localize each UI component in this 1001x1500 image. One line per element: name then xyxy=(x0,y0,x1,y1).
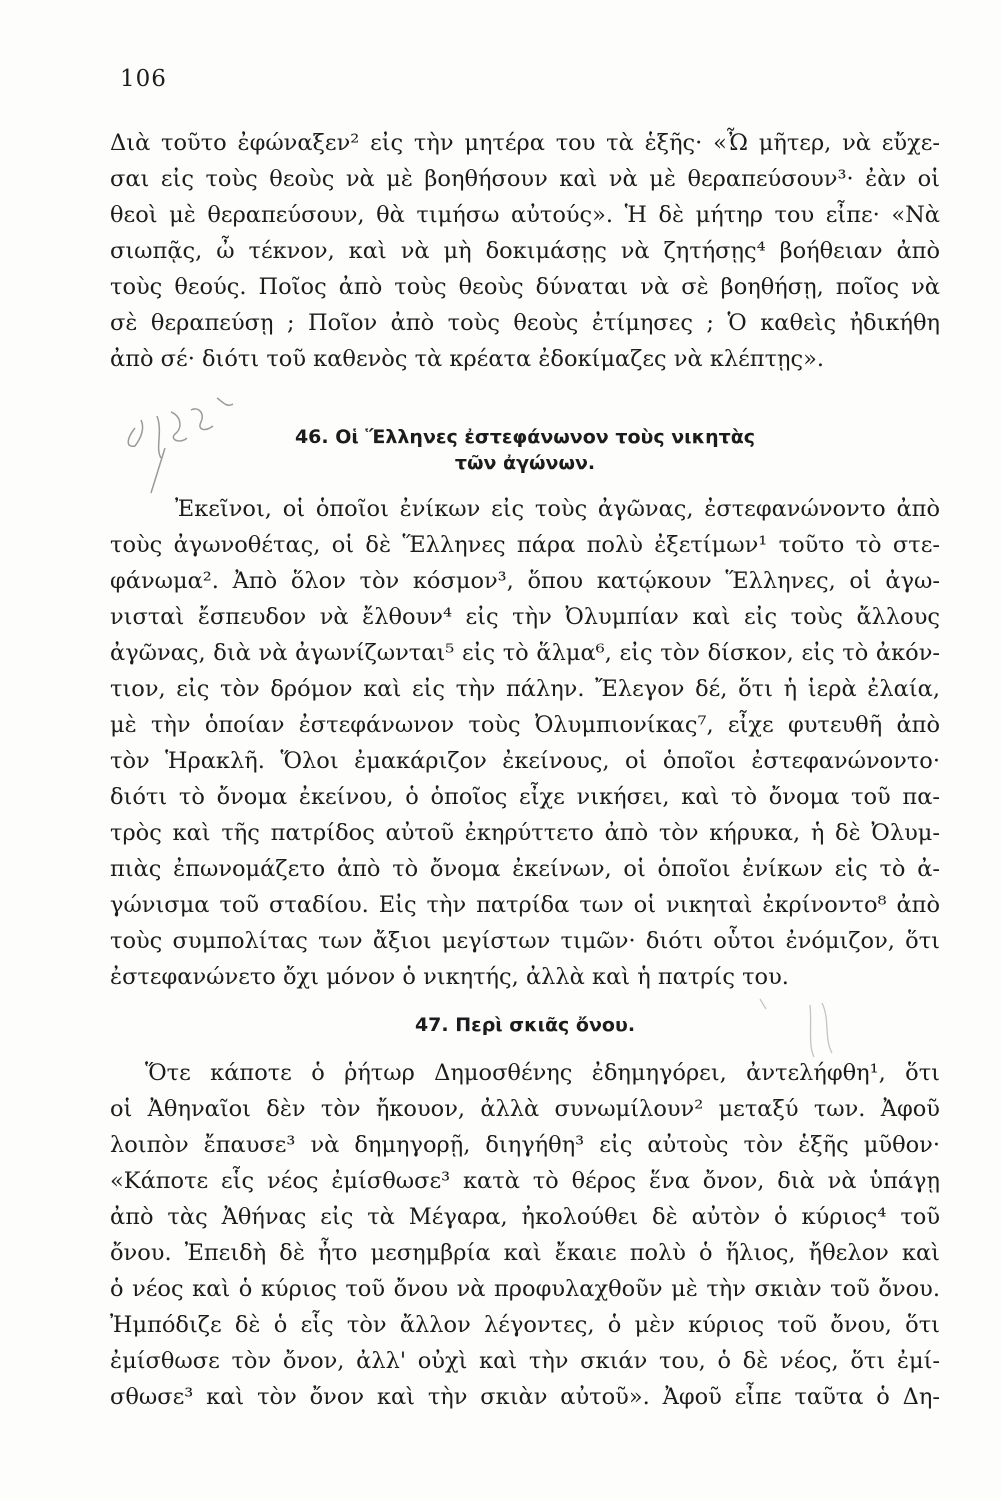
text-line: οἱ Ἀθηναῖοι δὲν τὸν ἤκουον, ἀλλὰ συνωμίλουν² μεταξύ των. Ἀφοῦ xyxy=(110,1096,940,1122)
text-line: σθωσε³ καὶ τὸν ὄνον καὶ τὴν σκιὰν αὐτοῦ». Ἀφοῦ εἶπε ταῦτα ὁ Δη- xyxy=(110,1384,940,1410)
text-line: σιωπᾷς, ὦ τέκνον, καὶ νὰ μὴ δοκιμάσῃς νὰ ζητήσῃς⁴ βοήθειαν ἀπὸ xyxy=(110,238,940,264)
text-line: διότι τὸ ὄνομα ἐκείνου, ὁ ὁποῖος εἶχε νικήσει, καὶ τὸ ὄνομα τοῦ πα- xyxy=(110,784,940,810)
text-line: ἐστεφανώνετο ὄχι μόνον ὁ νικητής, ἀλλὰ καὶ ἡ πατρίς του. xyxy=(110,964,789,990)
text-line: Ὅτε κάποτε ὁ ῥήτωρ Δημοσθένης ἐδημηγόρει, ἀντελήφθη¹, ὅτι xyxy=(145,1060,940,1086)
text-line: τοὺς συμπολίτας των ἄξιοι μεγίστων τιμῶν· διότι οὗτοι ἐνόμιζον, ὅτι xyxy=(110,928,940,954)
text-line: Ἠμπόδιζε δὲ ὁ εἷς τὸν ἄλλον λέγοντες, ὁ μὲν κύριος τοῦ ὄνου, ὅτι xyxy=(110,1312,940,1338)
text-line: τοὺς θεούς. Ποῖος ἀπὸ τοὺς θεοὺς δύναται νὰ σὲ βοηθήσῃ, ποῖος νὰ xyxy=(110,274,940,300)
text-line: τὸν Ἡρακλῆ. Ὅλοι ἐμακάριζον ἐκείνους, οἱ ὁποῖοι ἐστεφανώνοντο· xyxy=(110,748,940,774)
text-line: ἀγῶνας, διὰ νὰ ἀγωνίζωνται⁵ εἰς τὸ ἅλμα⁶, εἰς τὸν δίσκον, εἰς τὸ ἀκόν- xyxy=(110,640,940,666)
text-line: πιὰς ἐπωνομάζετο ἀπὸ τὸ ὄνομα ἐκείνων, οἱ ὁποῖοι ἐνίκων εἰς τὸ ἀ- xyxy=(110,856,940,882)
text-line: τρὸς καὶ τῆς πατρίδος αὐτοῦ ἐκηρύττετο ἀπὸ τὸν κήρυκα, ἡ δὲ Ὀλυμ- xyxy=(110,820,940,846)
text-line: σὲ θεραπεύσῃ ; Ποῖον ἀπὸ τοὺς θεοὺς ἐτίμησες ; Ὁ καθεὶς ἠδικήθη xyxy=(110,310,940,336)
text-line: ἀπὸ σέ· διότι τοῦ καθενὸς τὰ κρέατα ἐδοκίμαζες νὰ κλέπτῃς». xyxy=(110,346,825,372)
text-line: «Κάποτε εἷς νέος ἐμίσθωσε³ κατὰ τὸ θέρος ἕνα ὄνον, διὰ νὰ ὑπάγῃ xyxy=(110,1168,940,1194)
text-line: ἀπὸ τὰς Ἀθήνας εἰς τὰ Μέγαρα, ἠκολούθει δὲ αὐτὸν ὁ κύριος⁴ τοῦ xyxy=(110,1204,940,1230)
text-line: Διὰ τοῦτο ἐφώναξεν² εἰς τὴν μητέρα του τὰ ἑξῆς· «Ὦ μῆτερ, νὰ εὔχε- xyxy=(110,130,940,156)
text-line: μὲ τὴν ὁποίαν ἐστεφάνωνον τοὺς Ὀλυμπιονίκας⁷, εἶχε φυτευθῆ ἀπὸ xyxy=(110,712,940,738)
text-line: Ἐκεῖνοι, οἱ ὁποῖοι ἐνίκων εἰς τοὺς ἀγῶνας, ἐστεφανώνοντο ἀπὸ xyxy=(175,496,940,522)
text-line: τιον, εἰς τὸν δρόμον καὶ εἰς τὴν πάλην. Ἔλεγον δέ, ὅτι ἡ ἱερὰ ἐλαία, xyxy=(110,676,940,702)
text-line: ὄνου. Ἐπειδὴ δὲ ἦτο μεσημβρία καὶ ἔκαιε πολὺ ὁ ἥλιος, ἤθελον καὶ xyxy=(110,1240,940,1266)
section-heading: 46. Οἱ Ἕλληνες ἐστεφάνωνον τοὺς νικητὰς xyxy=(294,426,756,448)
text-line: λοιπὸν ἔπαυσε³ νὰ δημηγορῇ, διηγήθη³ εἰς αὐτοὺς τὸν ἑξῆς μῦθον· xyxy=(110,1132,940,1158)
section-heading-continued: τῶν ἀγώνων. xyxy=(454,452,596,474)
text-line: ἐμίσθωσε τὸν ὄνον, ἀλλ' οὐχὶ καὶ τὴν σκιάν του, ὁ δὲ νέος, ὅτι ἐμί- xyxy=(110,1348,940,1374)
text-line: φάνωμα². Ἀπὸ ὅλον τὸν κόσμον³, ὅπου κατῴκουν Ἕλληνες, οἱ ἀγω- xyxy=(110,568,940,594)
text-line: ὁ νέος καὶ ὁ κύριος τοῦ ὄνου νὰ προφυλαχθοῦν μὲ τὴν σκιὰν τοῦ ὄνου. xyxy=(110,1276,940,1302)
text-line: σαι εἰς τοὺς θεοὺς νὰ μὲ βοηθήσουν καὶ νὰ μὲ θεραπεύσουν³· ἐὰν οἱ xyxy=(110,166,940,192)
text-line: γώνισμα τοῦ σταδίου. Εἰς τὴν πατρίδα των οἱ νικηταὶ ἐκρίνοντο⁸ ἀπὸ xyxy=(110,892,940,918)
text-line: τοὺς ἀγωνοθέτας, οἱ δὲ Ἕλληνες πάρα πολὺ ἐξετίμων¹ τοῦτο τὸ στε- xyxy=(110,532,940,558)
text-line: νισταὶ ἔσπευδον νὰ ἔλθουν⁴ εἰς τὴν Ὀλυμπίαν καὶ εἰς τοὺς ἄλλους xyxy=(110,604,940,630)
page-number: 106 xyxy=(120,66,167,92)
section-heading: 47. Περὶ σκιᾶς ὄνου. xyxy=(414,1014,636,1036)
text-line: θεοὶ μὲ θεραπεύσουν, θὰ τιμήσω αὐτούς». Ἡ δὲ μήτηρ του εἶπε· «Νὰ xyxy=(110,202,940,228)
